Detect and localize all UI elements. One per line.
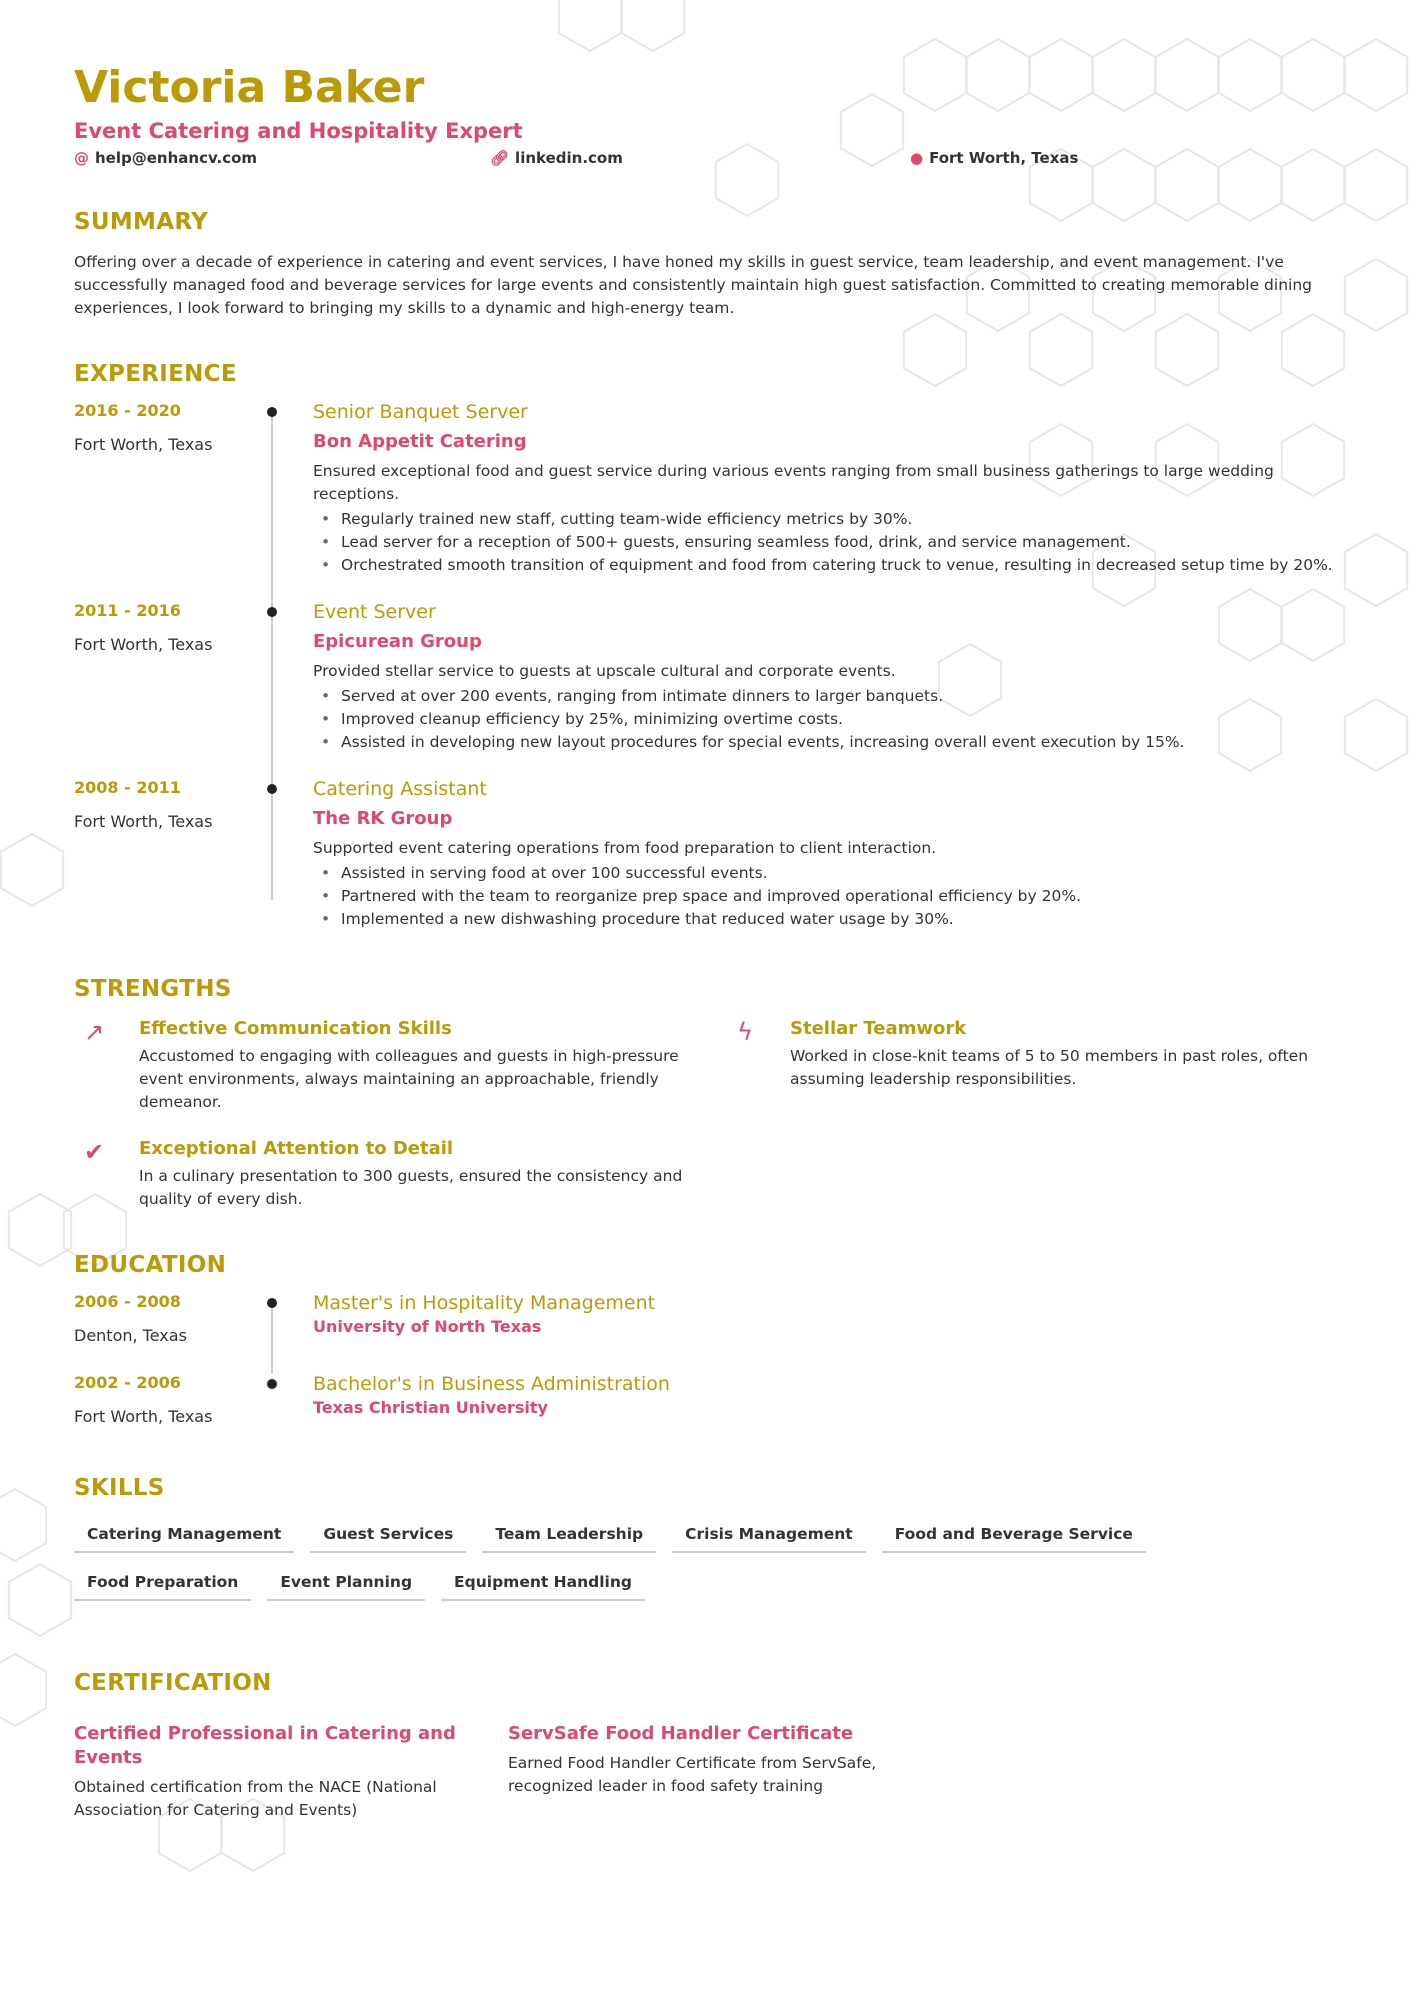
skill-tag: Event Planning (267, 1567, 425, 1601)
hexagon-decoration (1, 834, 63, 906)
location: Fort Worth, Texas (929, 149, 1079, 167)
hexagon-decoration (0, 1654, 46, 1726)
strength-text: Worked in close-knit teams of 5 to 50 members in past roles, often assuming leadership responsibilities. (790, 1047, 1309, 1088)
certification-title: ServSafe Food Handler Certificate (508, 1723, 854, 1744)
hexagon-decoration (9, 1564, 71, 1636)
school-name: Texas Christian University (313, 1398, 548, 1417)
skill-tag: Guest Services (310, 1519, 466, 1553)
candidate-name: Victoria Baker (74, 62, 425, 113)
degree: Master's in Hospitality Management (313, 1292, 656, 1314)
skill-tag: Crisis Management (672, 1519, 866, 1553)
summary-section (74, 209, 1340, 320)
summary-text: Offering over a decade of experience in catering and event services, I have honed my skills in guest service, team leadership, and event management. I've successfully managed food and beverage services for large events and consistently maintain high guest satisfaction. Committed to creating memorable dining experiences, I look forward to bringing my skills to a dynamic and high-energy team. (74, 253, 1312, 317)
section-heading: EXPERIENCE (74, 361, 237, 387)
entry-location: Fort Worth, Texas (74, 1407, 213, 1426)
achievement-bullet: • Regularly trained new staff, cutting team-wide efficiency metrics by 30%. (313, 508, 1340, 531)
section-heading: SKILLS (74, 1475, 165, 1501)
skill-tag: Food and Beverage Service (882, 1519, 1146, 1553)
linkedin-link[interactable]: linkedin.com (515, 149, 623, 167)
certification-title: Certified Professional in Catering and Events (74, 1723, 456, 1768)
certification-section (74, 1670, 1340, 1830)
hexagon-decoration (0, 1489, 46, 1561)
entry-location: Fort Worth, Texas (74, 435, 213, 454)
check-icon: ✔ (83, 1138, 105, 1166)
entry-dates: 2002 - 2006 (74, 1373, 181, 1392)
timeline-dot (267, 1379, 277, 1389)
strength-item (730, 1018, 1340, 1091)
achievement-bullet: • Assisted in serving food at over 100 successful events. (313, 862, 1340, 885)
certification-text: Earned Food Handler Certificate from ServSafe, recognized leader in food safety training (508, 1754, 877, 1795)
job-title: Catering Assistant (313, 778, 487, 800)
job-title: Senior Banquet Server (313, 401, 528, 423)
achievement-bullet: • Served at over 200 events, ranging from intimate dinners to larger banquets. (313, 685, 1340, 708)
hexagon-decoration (1345, 534, 1407, 606)
entry-location: Denton, Texas (74, 1326, 187, 1345)
link-icon: 🔗︎ (490, 149, 510, 167)
school-name: University of North Texas (313, 1317, 542, 1336)
achievement-bullet: • Lead server for a reception of 500+ guests, ensuring seamless food, drink, and service management. (313, 531, 1340, 554)
section-heading: STRENGTHS (74, 976, 232, 1002)
certification-text: Obtained certification from the NACE (National Association for Catering and Events) (74, 1778, 437, 1819)
achievement-bullet: • Improved cleanup efficiency by 25%, minimizing overtime costs. (313, 708, 1340, 731)
entry-dates: 2011 - 2016 (74, 601, 181, 620)
strength-item (79, 1138, 699, 1211)
candidate-title: Event Catering and Hospitality Expert (74, 119, 523, 143)
strength-text: In a culinary presentation to 300 guests, ensured the consistency and quality of every dish. (139, 1167, 683, 1208)
entry-location: Fort Worth, Texas (74, 812, 213, 831)
achievement-bullet: • Partnered with the team to reorganize prep space and improved operational efficiency by 20%. (313, 885, 1340, 908)
job-description: Supported event catering operations from food preparation to client interaction. (313, 839, 937, 857)
skill-tag: Team Leadership (482, 1519, 656, 1553)
degree: Bachelor's in Business Administration (313, 1373, 670, 1395)
entry-location: Fort Worth, Texas (74, 635, 213, 654)
company-name: Bon Appetit Catering (313, 431, 527, 452)
timeline-dot (267, 784, 277, 794)
strength-item (79, 1018, 699, 1114)
company-name: Epicurean Group (313, 631, 482, 652)
hexagon-decoration (1345, 39, 1407, 111)
hexagon-decoration (1345, 699, 1407, 771)
job-title: Event Server (313, 601, 436, 623)
job-description: Provided stellar service to guests at upscale cultural and corporate events. (313, 662, 896, 680)
strength-title: Exceptional Attention to Detail (139, 1138, 454, 1159)
achievement-bullet: • Assisted in developing new layout procedures for special events, increasing overall event execution by 15%. (313, 731, 1340, 754)
hexagon-decoration (1345, 259, 1407, 331)
education-section (74, 1252, 1340, 1452)
lightning-icon: ϟ (737, 1018, 753, 1046)
section-heading: SUMMARY (74, 209, 209, 235)
timeline-line (271, 414, 273, 900)
hexagon-decoration (559, 0, 621, 51)
at-icon: @ (74, 149, 89, 167)
skill-tag: Food Preparation (74, 1567, 251, 1601)
hexagon-decoration (1345, 149, 1407, 221)
section-heading: CERTIFICATION (74, 1670, 272, 1696)
timeline-line (271, 1304, 273, 1374)
timeline-dot (267, 1298, 277, 1308)
entry-dates: 2016 - 2020 (74, 401, 181, 420)
job-description: Ensured exceptional food and guest service during various events ranging from small business gatherings to large wedding receptions. (313, 462, 1274, 503)
timeline-dot (267, 407, 277, 417)
experience-section (74, 361, 1340, 928)
skill-tag: Equipment Handling (441, 1567, 645, 1601)
certification-item (74, 1722, 474, 1822)
skills-section (74, 1475, 1340, 1601)
section-heading: EDUCATION (74, 1252, 227, 1278)
communication-icon: ↗ (83, 1018, 105, 1046)
strength-title: Stellar Teamwork (790, 1018, 967, 1039)
entry-dates: 2006 - 2008 (74, 1292, 181, 1311)
email[interactable]: help@enhancv.com (95, 149, 258, 167)
achievement-bullet: • Implemented a new dishwashing procedure that reduced water usage by 30%. (313, 908, 1340, 931)
hexagon-decoration (622, 0, 684, 51)
strength-title: Effective Communication Skills (139, 1018, 452, 1039)
certification-item (508, 1722, 908, 1798)
contact-info (74, 149, 1340, 173)
header (74, 62, 1340, 173)
entry-dates: 2008 - 2011 (74, 778, 181, 797)
company-name: The RK Group (313, 808, 453, 829)
timeline-dot (267, 607, 277, 617)
achievement-bullet: • Orchestrated smooth transition of equipment and food from catering truck to venue, resulting in decreased setup time by 20%. (313, 554, 1340, 577)
hexagon-decoration (9, 1194, 71, 1266)
location-pin-icon: ● (910, 149, 924, 167)
strength-text: Accustomed to engaging with colleagues and guests in high-pressure event environments, always maintaining an approachable, friendly demeanor. (139, 1047, 679, 1111)
skill-tag: Catering Management (74, 1519, 294, 1553)
strengths-section (74, 976, 1340, 1236)
